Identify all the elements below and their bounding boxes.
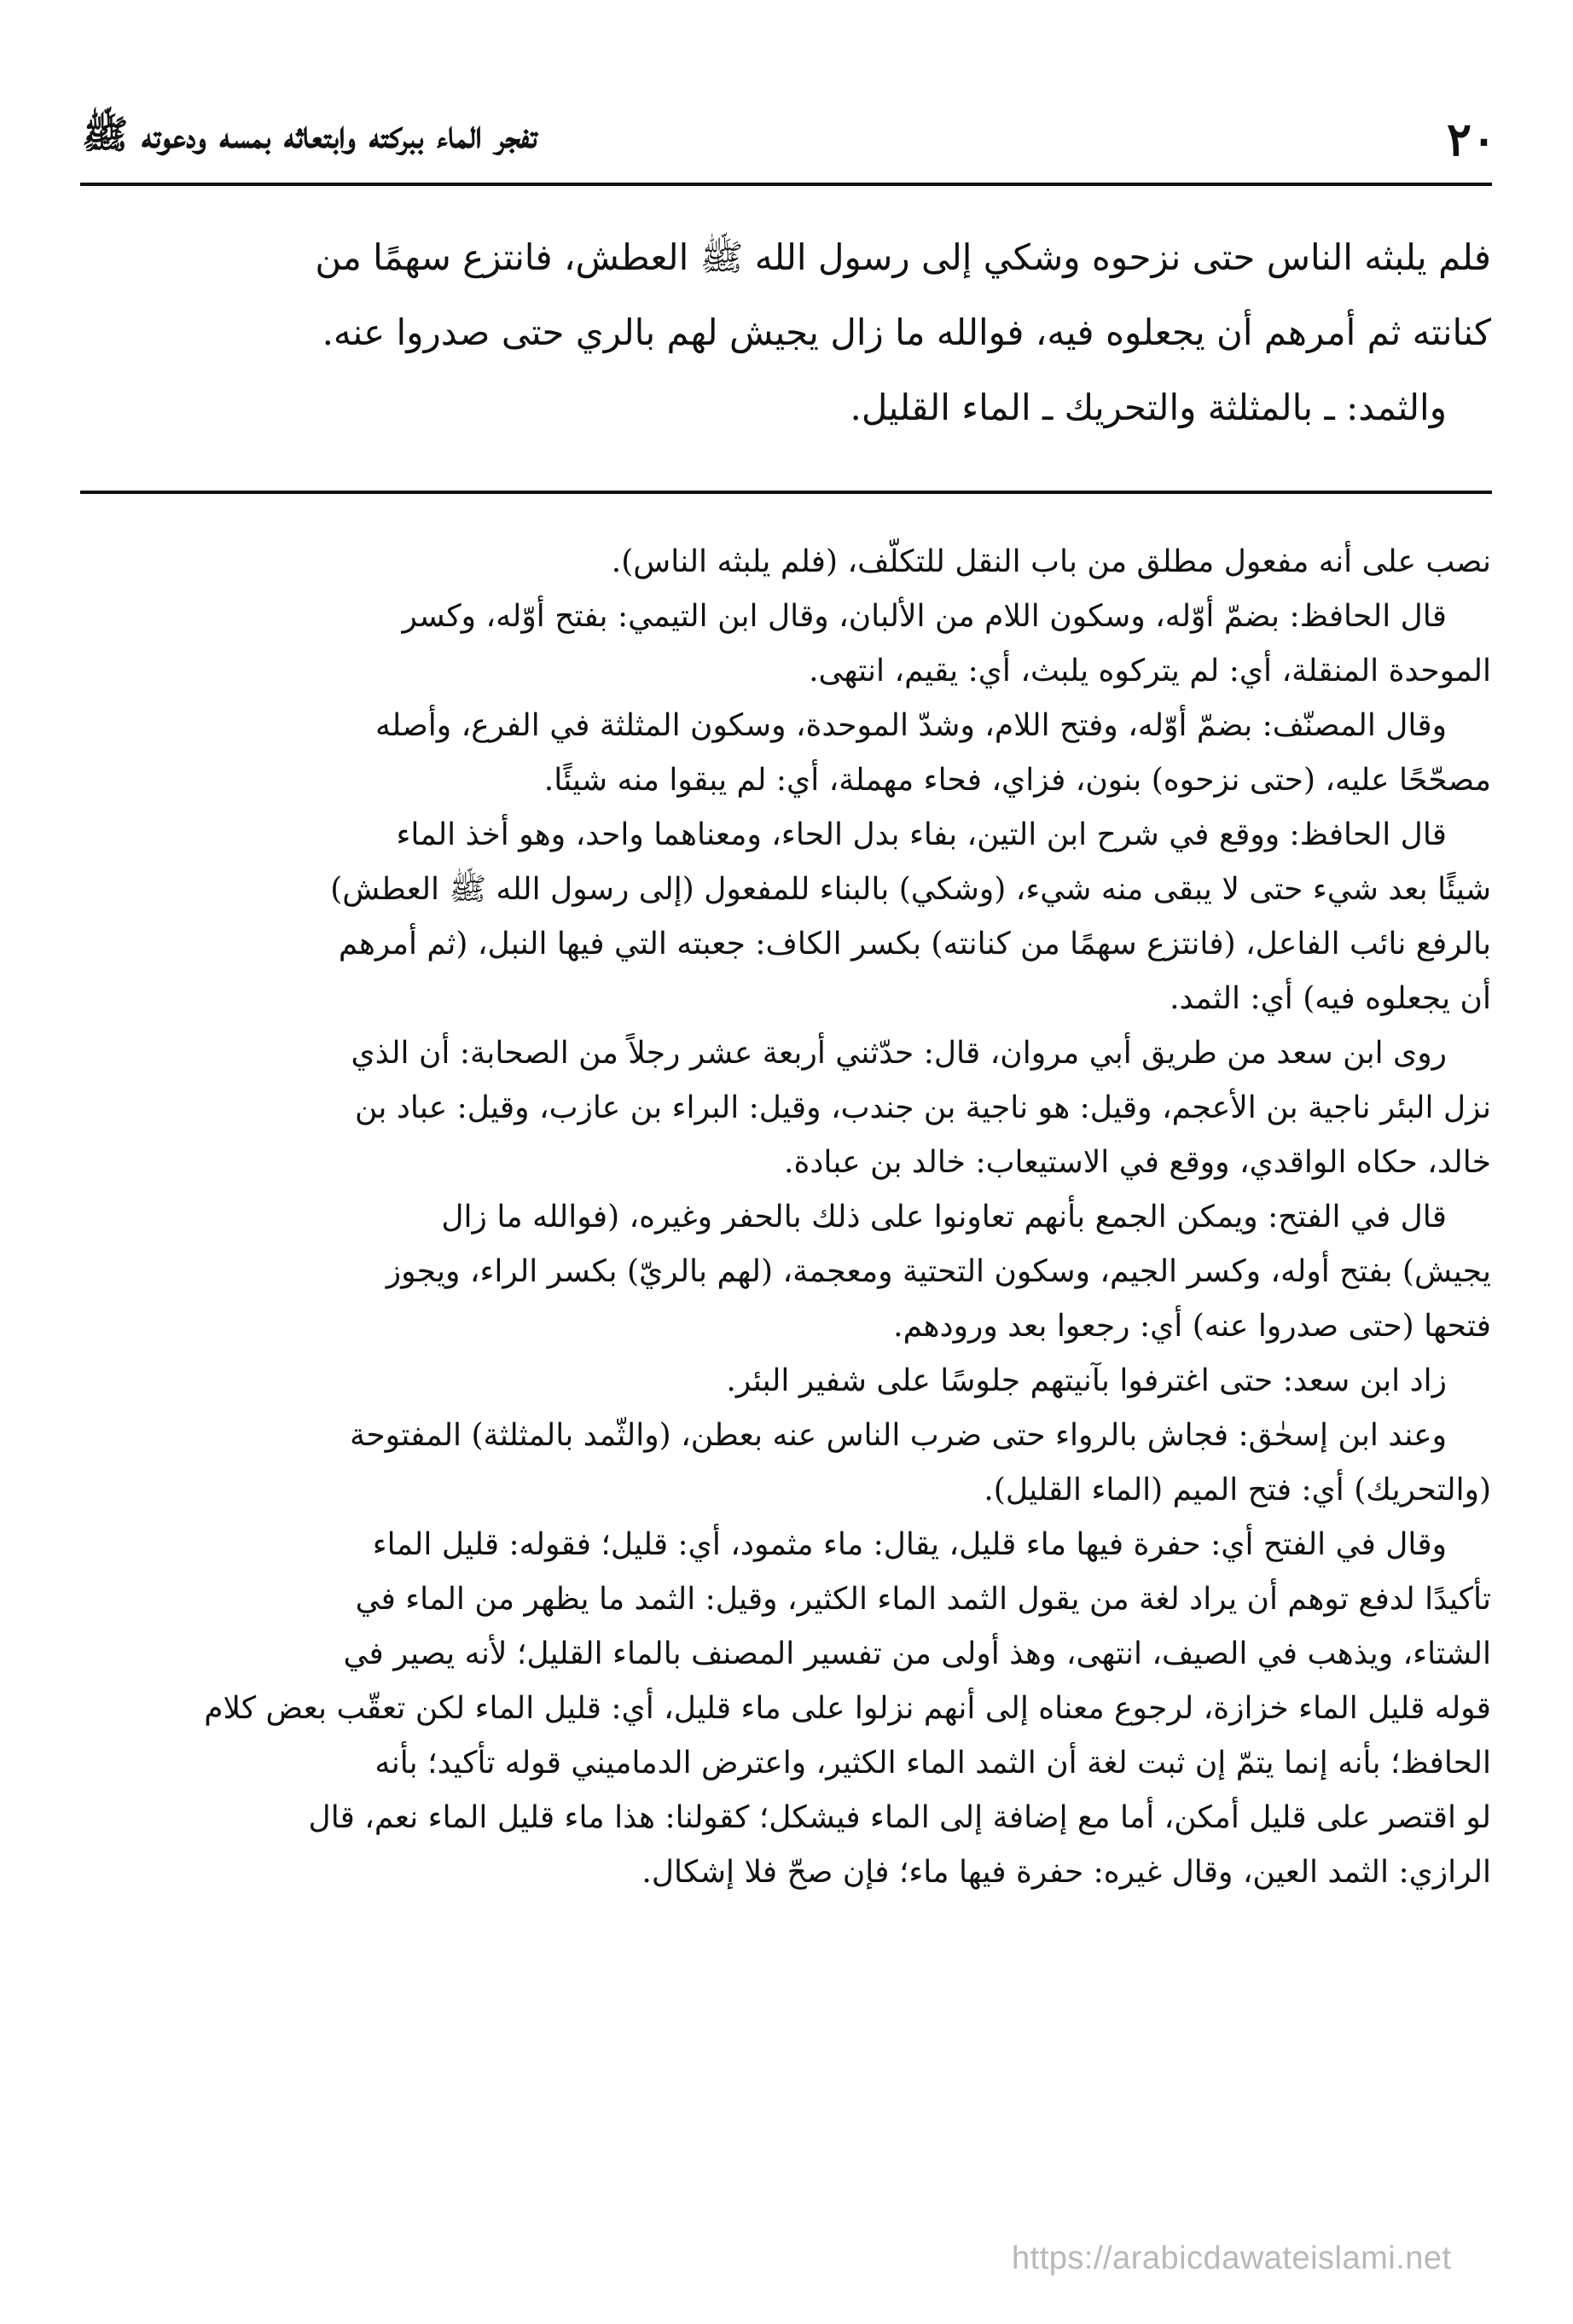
commentary-line: زاد ابن سعد: حتى اغترفوا بآنيتهم جلوسًا على شفير البئر. [726,1363,1447,1398]
commentary-line: أن يجعلوه فيه) أي: الثمد. [1170,981,1491,1016]
commentary-line: قال الحافظ: ووقع في شرح ابن التين، بفاء بدل الحاء، ومعناهما واحد، وهو أخذ الماء [396,817,1447,852]
commentary-line: وقال في الفتح أي: حفرة فيها ماء قليل، يقال: ماء مثمود، أي: قليل؛ فقوله: قليل الماء [372,1527,1447,1562]
commentary-line: نزل البئر ناجية بن الأعجم، وقيل: هو ناجية بن جندب، وقيل: البراء بن عازب، وقيل: عباد بن [355,1090,1491,1125]
commentary-line: الرازي: الثمد العين، وقال غيره: حفرة فيها ماء؛ فإن صحّ فلا إشكال. [641,1855,1491,1890]
main-text-line: فلم يلبثه الناس حتى نزحوه وشكي إلى رسول الله ﷺ العطش، فانتزع سهمًا من [315,236,1491,278]
commentary-line: لو اقتصر على قليل أمكن، أما مع إضافة إلى الماء فيشكل؛ كقولنا: هذا ماء قليل الماء نعم، قال [308,1800,1491,1835]
main-text [82,220,1491,445]
commentary-line: الموحدة المنقلة، أي: لم يتركوه يلبث، أي: يقيم، انتهى. [809,654,1491,688]
header-rule [80,183,1492,186]
page-number: ٢٠ [1446,112,1496,166]
commentary-line: قوله قليل الماء خزازة، لرجوع معناه إلى أنهم نزلوا على ماء قليل، أي: قليل الماء لكن تعقّب بعض كلام [204,1691,1491,1726]
main-text-line: كنانته ثم أمرهم أن يجعلوه فيه، فوالله ما زال يجيش لهم بالري حتى صدروا عنه. [322,311,1491,353]
commentary-line: وقال المصنّف: بضمّ أوّله، وفتح اللام، وشدّ الموحدة، وسكون المثلثة في الفرع، وأصله [374,708,1447,743]
commentary-line: الشتاء، ويذهب في الصيف، انتهى، وهذ أولى من تفسير المصنف بالماء القليل؛ لأنه يصير في [343,1636,1491,1671]
commentary-text [82,535,1491,1900]
section-rule [80,491,1492,494]
commentary-line: الحافظ؛ بأنه إنما يتمّ إن ثبت لغة أن الثمد الماء الكثير، واعترض الدماميني قوله تأكيد؛ بأنه [374,1746,1491,1781]
commentary-line: شيئًا بعد شيء حتى لا يبقى منه شيء، (وشكي) بالبناء للمفعول (إلى رسول الله ﷺ العطش) [330,872,1491,907]
commentary-line: مصحّحًا عليه، (حتى نزحوه) بنون، فزاي، فحاء مهملة، أي: لم يبقوا منه شيئًا. [543,763,1491,798]
commentary-line: نصب على أنه مفعول مطلق من باب النقل للتكلّف، (فلم يلبثه الناس). [611,544,1491,579]
commentary-line: (والتحريك) أي: فتح الميم (الماء القليل). [984,1473,1491,1508]
watermark: https://arabicdawateislami.net [1012,2240,1452,2276]
commentary-line: بالرفع نائب الفاعل، (فانتزع سهمًا من كنانته) بكسر الكاف: جعبته التي فيها النبل، (ثم أمرهم [338,927,1491,962]
commentary-line: تأكيدًا لدفع توهم أن يراد لغة من يقول الثمد الماء الكثير، وقيل: الثمد ما يظهر من الماء في [355,1582,1491,1617]
main-text-note: والثمد: ـ بالمثلثة والتحريك ـ الماء القليل. [850,386,1447,428]
commentary-line: قال في الفتح: ويمكن الجمع بأنهم تعاونوا على ذلك بالحفر وغيره، (فوالله ما زال [441,1200,1447,1235]
commentary-line: يجيش) بفتح أوله، وكسر الجيم، وسكون التحتية ومعجمة، (لهم بالريّ) بكسر الراء، ويجوز [386,1254,1491,1289]
commentary-line: روى ابن سعد من طريق أبي مروان، قال: حدّثني أربعة عشر رجلاً من الصحابة: أن الذي [351,1036,1447,1071]
commentary-line: قال الحافظ: بضمّ أوّله، وسكون اللام من الألبان، وقال ابن التيمي: بفتح أوّله، وكسر [402,599,1447,634]
page-header [82,102,1496,176]
commentary-line: فتحها (حتى صدروا عنه) أي: رجعوا بعد ورودهم. [893,1309,1491,1344]
running-title: تفجر الماء ببركته وابتعاثه بمسه ودعوته ﷺ [82,112,537,157]
commentary-line: خالد، حكاه الواقدي، ووقع في الاستيعاب: خالد بن عبادة. [784,1145,1491,1180]
commentary-line: وعند ابن إسحٰق: فجاش بالرواء حتى ضرب الناس عنه بعطن، (والثّمد بالمثلثة) المفتوحة [350,1418,1447,1453]
